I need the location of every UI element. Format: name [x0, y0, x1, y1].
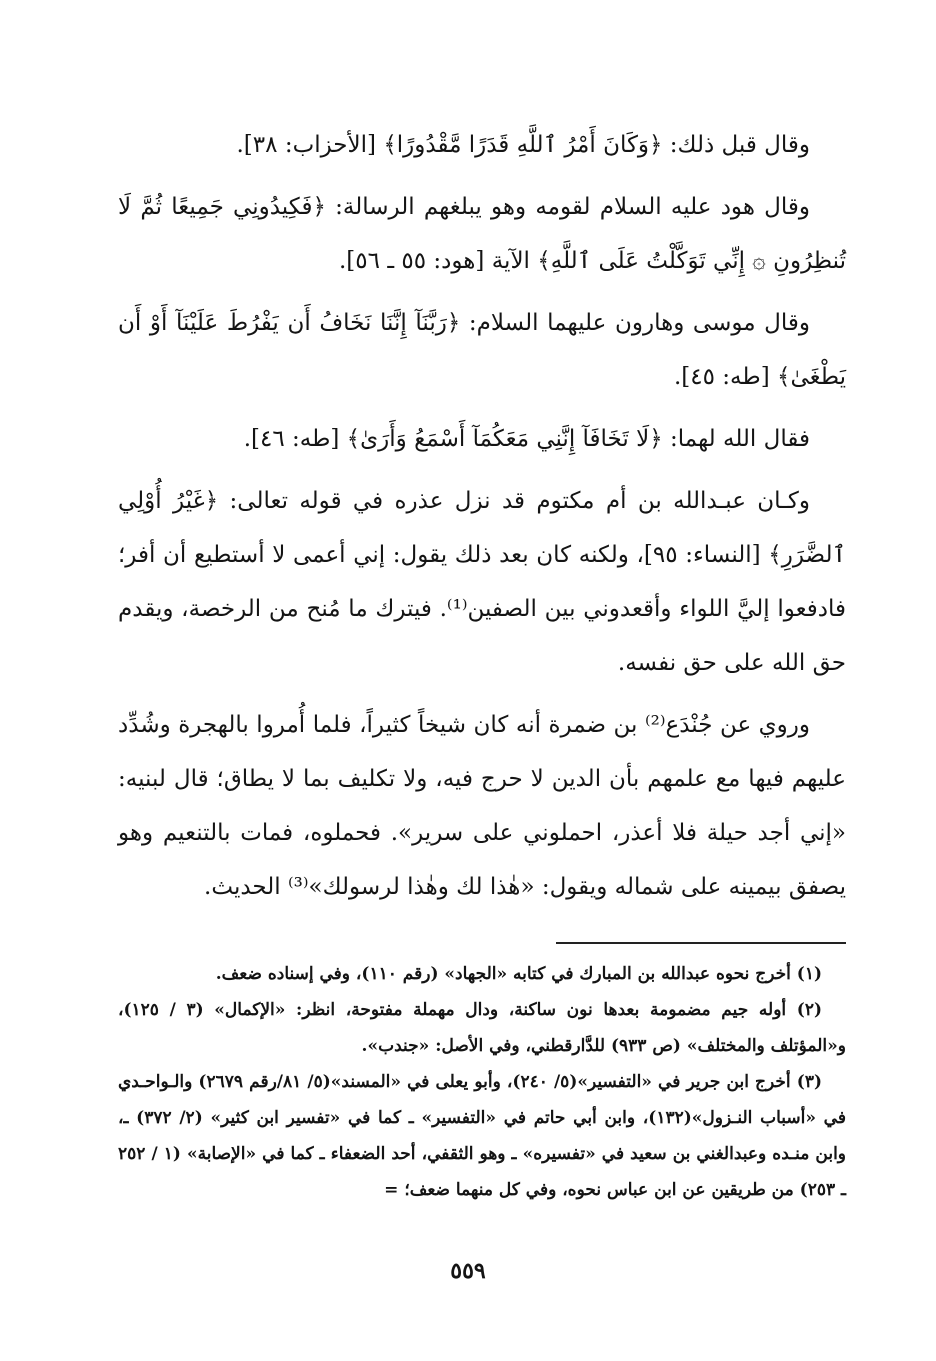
main-text	[118, 118, 846, 914]
paragraph-3: وقال موسى وهارون عليهما السلام: ﴿رَبَّنَآ إِنَّنَا نَخَافُ أَن يَفْرُطَ عَلَيْنَآ أَوْ أَن يَطْغَىٰ﴾ [طه: ٤٥].	[118, 310, 846, 390]
paragraph-4: فقال الله لهما: ﴿لَا تَخَافَآ إِنَّنِي مَعَكُمَآ أَسْمَعُ وَأَرَىٰ﴾ [طه: ٤٦].	[243, 426, 810, 452]
footnote-3: (٣) أخرج ابن جرير في «التفسير»(٥/ ٢٤٠)، وأبو يعلى في «المسند»(٥/ ٨١/رقم ٢٦٧٩) والـواحـدي في «أسباب النـزول»(١٣٢)، وابن أبي حاتم في «التفسير» ـ كما في «تفسير ابن كثير» (٢/ ٣٧٢) ـ، وابن منـده وعبدالغني بن سعيد في «تفسيره» ـ وهو الثقفي، أحد الضعفاء ـ كما في «الإصابة» (١ / ٢٥٢ ـ ٢٥٣) من طريقين عن ابن عباس نحوه، وفي كل منهما ضعف؛ =	[118, 1072, 847, 1200]
footnotes	[118, 956, 846, 1208]
book-page	[118, 118, 846, 1358]
footnote-separator	[556, 942, 846, 944]
paragraph-2: وقال هود عليه السلام لقومه وهو يبلغهم الرسالة: ﴿فَكِيدُونِي جَمِيعًا ثُمَّ لَا تُنظِرُونِ ۞ إِنِّي تَوَكَّلْتُ عَلَى ٱللَّهِ﴾ الآية [هود: ٥٥ ـ ٥٦].	[118, 194, 846, 274]
footnote-separator-wrap	[118, 922, 846, 956]
paragraph-5: وكـان عبـدالله بن أم مكتوم قد نزل عذره في قوله تعالى: ﴿غَيْرُ أُوْلِي ٱلضَّرَرِ﴾ [النساء: ٩٥]، ولكنه كان بعد ذلك يقول: إني أعمى لا أستطيع أن أفر؛ فادفعوا إليَّ اللواء وأقعدوني بين الصفين⁽¹⁾. فيترك ما مُنح من الرخصة، ويقدم حق الله على حق نفسه.	[118, 488, 846, 676]
footnote-1: (١) أخرج نحوه عبدالله بن المبارك في كتابه «الجهاد» (رقم ١١٠)، وفي إسناده ضعف.	[215, 964, 822, 984]
paragraph-6: وروي عن جُنْدَع⁽²⁾ بن ضمرة أنه كان شيخاً كثيراً، فلما أُمروا بالهجرة وشُدِّد عليهم فيها مع علمهم بأن الدين لا حرج فيه، ولا تكليف بما لا يطاق؛ قال لبنيه: «إني أجد حيلة فلا أعذر، احملوني على سرير». فحملوه، فمات بالتنعيم وهو يصفق بيمينه على شماله ويقول: «هٰذا لك وهٰذا لرسولك»⁽³⁾ الحديث.	[118, 712, 846, 900]
page-number: ٥٥٩	[450, 1258, 486, 1284]
paragraph-1: وقال قبل ذلك: ﴿وَكَانَ أَمْرُ ٱللَّهِ قَدَرًا مَّقْدُورًا﴾ [الأحزاب: ٣٨].	[236, 132, 810, 158]
footnote-2: (٢) أوله جيم مضمومة بعدها نون ساكنة، ودال مهملة مفتوحة، انظر: «الإكمال» (٣ / ١٢٥)، و«المؤتلف والمختلف» (ص ٩٣٣) للدَّارقطني، وفي الأصل: «جندب».	[118, 1000, 846, 1056]
